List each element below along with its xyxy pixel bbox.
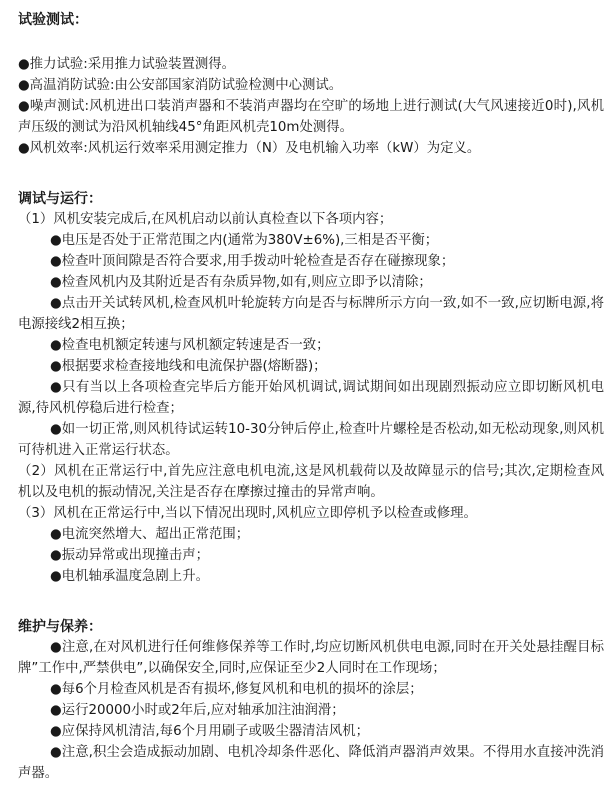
testing-item-noise: ●噪声测试:风机进出口装消声器和不装消声器均在空旷的场地上进行测试(大气风速接近0时),风机声压级的测试为沿风机轴线45°角距风机壳10m处测得。 <box>18 99 604 135</box>
maintenance-item-safety: ●注意,在对风机进行任何维修保养等工作时,均应切断风机供电电源,同时在开关处悬挂醒目标牌”工作中,严禁供电”,以确保安全,同时,应保证至少2人同时在工作现场； <box>18 640 604 676</box>
spacer <box>18 30 604 54</box>
step1-item-grounding: ●根据要求检查接地线和电流保护器(熔断器)； <box>50 359 327 374</box>
testing-item-efficiency: ●风机效率:风机运行效率采用测定推力（N）及电机输入功率（kW）为定义。 <box>18 141 481 156</box>
step1-item-rotation: ●点击开关试转风机,检查风机叶轮旋转方向是否与标牌所示方向一致,如不一致,应切断电源,将电源接线2相互换； <box>18 296 604 332</box>
testing-item-thrust: ●推力试验:采用推力试验装置测得。 <box>18 57 236 72</box>
step1-item-speed: ●检查电机额定转速与风机额定转速是否一致； <box>50 338 330 353</box>
spacer <box>18 587 604 617</box>
section-title-commissioning: 调试与运行： <box>18 191 102 207</box>
commissioning-step-1: （1）风机安装完成后,在风机启动以前认真检查以下各项内容； <box>18 212 393 227</box>
testing-item-fire: ●高温消防试验:由公安部国家消防试验检测中心测试。 <box>18 78 343 93</box>
step1-item-clearance: ●检查叶顶间隙是否符合要求,用手拨动叶轮检查是否存在碰擦现象； <box>50 254 455 269</box>
section-title-maintenance: 维护与保养： <box>18 619 102 635</box>
maintenance-item-dust-warning: ●注意,积尘会造成振动加剧、电机冷却条件恶化、降低消声器消声效果。不得用水直接冲洗消声器。 <box>18 745 604 781</box>
maintenance-item-cleaning: ●应保持风机清洁,每6个月用刷子或吸尘器清洁风机； <box>50 724 370 739</box>
step1-item-debris: ●检查风机内及其附近是否有杂质异物,如有,则应立即予以清除； <box>50 275 432 290</box>
step3-item-temperature: ●电机轴承温度急剧上升。 <box>50 569 209 584</box>
commissioning-step-3: （3）风机在正常运行中,当以下情况出现时,风机应立即停机予以检查或修理。 <box>18 506 477 521</box>
step1-item-trial-run: ●如一切正常,则风机待试运转10-30分钟后停止,检查叶片螺栓是否松动,如无松动现象,则风机可待机进入正常运行状态。 <box>18 422 604 458</box>
maintenance-item-inspection: ●每6个月检查风机是否有损坏,修复风机和电机的损坏的涂层； <box>50 682 423 697</box>
step1-item-voltage: ●电压是否处于正常范围之内(通常为380V±6%),三相是否平衡； <box>50 233 439 248</box>
document-page <box>18 10 604 784</box>
section-title-testing: 试验测试： <box>18 12 88 28</box>
maintenance-item-lubrication: ●运行20000小时或2年后,应对轴承加注油润滑； <box>50 703 345 718</box>
step3-item-vibration: ●振动异常或出现撞击声； <box>50 548 209 563</box>
step3-item-current: ●电流突然增大、超出正常范围； <box>50 527 250 542</box>
commissioning-step-2: （2）风机在正常运行中,首先应注意电机电流,这是风机载荷以及故障显示的信号;其次,定期检查风机以及电机的振动情况,关注是否存在摩擦过撞击的异常声响。 <box>18 464 604 500</box>
spacer <box>18 159 604 189</box>
step1-item-debug: ●只有当以上各项检查完毕后方能开始风机调试,调试期间如出现剧烈振动应立即切断风机电源,待风机停稳后进行检查； <box>18 380 604 416</box>
